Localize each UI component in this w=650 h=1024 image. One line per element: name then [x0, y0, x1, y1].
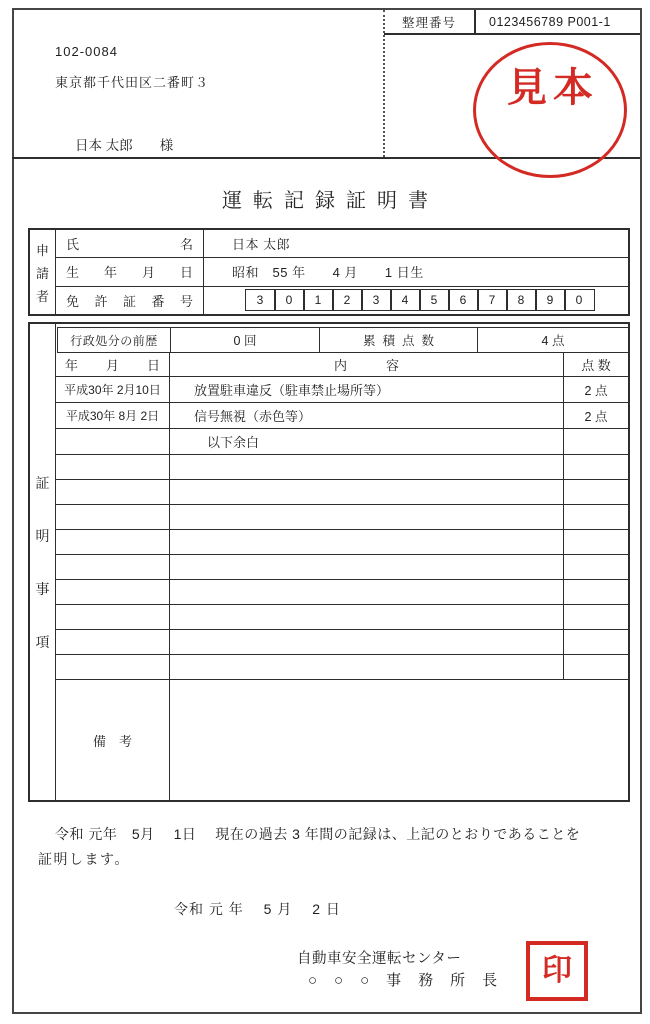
- record-row-points: [564, 630, 628, 654]
- certified-items-table: [28, 322, 630, 802]
- record-row-date: [56, 605, 170, 629]
- sample-stamp-icon: [473, 42, 627, 178]
- applicant-birth-row: [56, 258, 628, 286]
- record-header-row: [56, 353, 628, 377]
- record-row-points: [564, 480, 628, 504]
- record-row: [56, 429, 628, 455]
- record-row-content: 以下余白: [170, 429, 564, 454]
- license-digit-cell: 9: [535, 289, 566, 311]
- column-header-date-text: 年 月 日: [65, 358, 160, 373]
- record-section-char: 明: [35, 527, 50, 544]
- record-row-content: [170, 455, 564, 479]
- record-row-content: [170, 505, 564, 529]
- record-row-points: [564, 655, 628, 679]
- license-number-label-text: 免 許 証 番 号: [66, 293, 193, 309]
- record-row-date: [56, 580, 170, 604]
- license-digit-cell: 3: [361, 289, 392, 311]
- record-row: [56, 455, 628, 480]
- column-header-points: 点 数: [581, 358, 611, 373]
- record-row: [56, 403, 628, 429]
- record-row-date: [56, 455, 170, 479]
- record-row-date: [56, 480, 170, 504]
- reference-number-row: [384, 10, 640, 35]
- cumulative-points-value: 4 点: [541, 334, 565, 348]
- seal-stamp-text: 印: [542, 954, 572, 987]
- record-row-content: [170, 605, 564, 629]
- record-row: [56, 655, 628, 680]
- record-section-char: 証: [35, 474, 50, 491]
- office-chief-line: ○ ○ ○ 事 務 所 長: [308, 972, 499, 989]
- license-digit-cell: 7: [477, 289, 508, 311]
- record-row: [56, 480, 628, 505]
- issuer-name: 自動車安全運転センター: [297, 951, 462, 967]
- applicant-section-char: 申: [35, 242, 49, 258]
- record-row: [56, 630, 628, 655]
- record-row: [56, 377, 628, 403]
- record-row: [56, 555, 628, 580]
- column-header-content: 内 容: [170, 353, 564, 376]
- certification-sentence-line1: 令和 元年 5月 1日 現在の過去 3 年間の記録は、上記のとおりであることを: [55, 826, 581, 842]
- record-row-points: [564, 505, 628, 529]
- address-line: 東京都千代田区二番町３: [55, 75, 210, 90]
- record-row-date: [56, 530, 170, 554]
- reference-number-label: 整理番号: [384, 10, 476, 33]
- record-row-date: 平成30年 8月 2日: [56, 403, 170, 428]
- record-row-date: [56, 505, 170, 529]
- name-value: 日本 太郎: [232, 237, 291, 253]
- remarks-row: [56, 680, 628, 800]
- birthdate-label-text: 生 年 月 日: [66, 265, 193, 281]
- prehistory-label: 行政処分の前歴: [58, 328, 171, 352]
- applicant-rows: [56, 230, 628, 314]
- license-digit-cell: 2: [332, 289, 363, 311]
- record-row: [56, 605, 628, 630]
- license-number-label: [56, 287, 204, 314]
- column-header-date: [56, 353, 170, 376]
- record-row-content: [170, 580, 564, 604]
- applicant-license-row: [56, 287, 628, 314]
- record-row-content: [170, 630, 564, 654]
- record-row-points: 2 点: [584, 383, 608, 398]
- reference-number-value: 0123456789 P001-1: [489, 14, 611, 29]
- record-row-points: [564, 555, 628, 579]
- remarks-label: 備 考: [56, 680, 170, 800]
- record-row-date: [56, 630, 170, 654]
- license-digit-cell: 3: [245, 289, 276, 311]
- applicant-section-char: 者: [35, 288, 49, 304]
- applicant-name-row: [56, 230, 628, 258]
- license-digit-cell: 0: [274, 289, 305, 311]
- record-row-points: [564, 429, 628, 454]
- license-digit-cell: 8: [506, 289, 537, 311]
- license-digit-cell: 5: [419, 289, 450, 311]
- applicant-section-label: [30, 230, 56, 314]
- certified-items-section-label: [30, 324, 56, 800]
- prehistory-row: [57, 327, 628, 353]
- record-row-points: [564, 605, 628, 629]
- record-row-points: [564, 580, 628, 604]
- certification-sentence-line2: 証明します。: [38, 851, 130, 867]
- license-digit-cell: 4: [390, 289, 421, 311]
- page-title: 運転記録証明書: [222, 190, 439, 212]
- name-label: [56, 230, 204, 257]
- record-section-char: 項: [35, 633, 50, 650]
- name-label-text: 氏 名: [66, 237, 193, 253]
- license-digit-cell: 6: [448, 289, 479, 311]
- record-row-content: [170, 480, 564, 504]
- applicant-table: [28, 228, 630, 316]
- record-row-date: 平成30年 2月10日: [56, 377, 170, 402]
- remarks-content: [170, 680, 628, 800]
- record-row-date: [56, 429, 170, 454]
- record-row-content: [170, 530, 564, 554]
- record-section-char: 事: [35, 580, 50, 597]
- record-row-content: [170, 555, 564, 579]
- record-row-content: [170, 655, 564, 679]
- cumulative-points-label: 累積点数: [320, 328, 478, 352]
- record-row: [56, 505, 628, 530]
- applicant-section-char: 請: [35, 265, 49, 281]
- record-body: [56, 324, 628, 800]
- recipient-name: 日本 太郎 様: [75, 138, 174, 153]
- record-row-points: [564, 455, 628, 479]
- issue-date: 令和 元 年 5 月 2 日: [174, 901, 341, 917]
- record-row-points: 2 点: [584, 409, 608, 424]
- prehistory-value: 0 回: [171, 328, 320, 352]
- license-digit-cell: 0: [564, 289, 595, 311]
- record-row-date: [56, 655, 170, 679]
- sample-stamp-text: 見本: [507, 65, 599, 110]
- record-row-content: 放置駐車違反（駐車禁止場所等）: [170, 377, 564, 402]
- seal-stamp-icon: [526, 941, 588, 1001]
- birthdate-value: 昭和 55 年 4 月 1 日生: [232, 265, 424, 281]
- record-row-points: [564, 530, 628, 554]
- record-row-date: [56, 555, 170, 579]
- record-row: [56, 530, 628, 555]
- birthdate-label: [56, 258, 204, 285]
- license-digit-cell: 1: [303, 289, 334, 311]
- postal-code: 102-0084: [55, 44, 118, 59]
- record-row: [56, 580, 628, 605]
- license-number-boxes: [204, 287, 628, 314]
- record-row-content: 信号無視（赤色等）: [170, 403, 564, 428]
